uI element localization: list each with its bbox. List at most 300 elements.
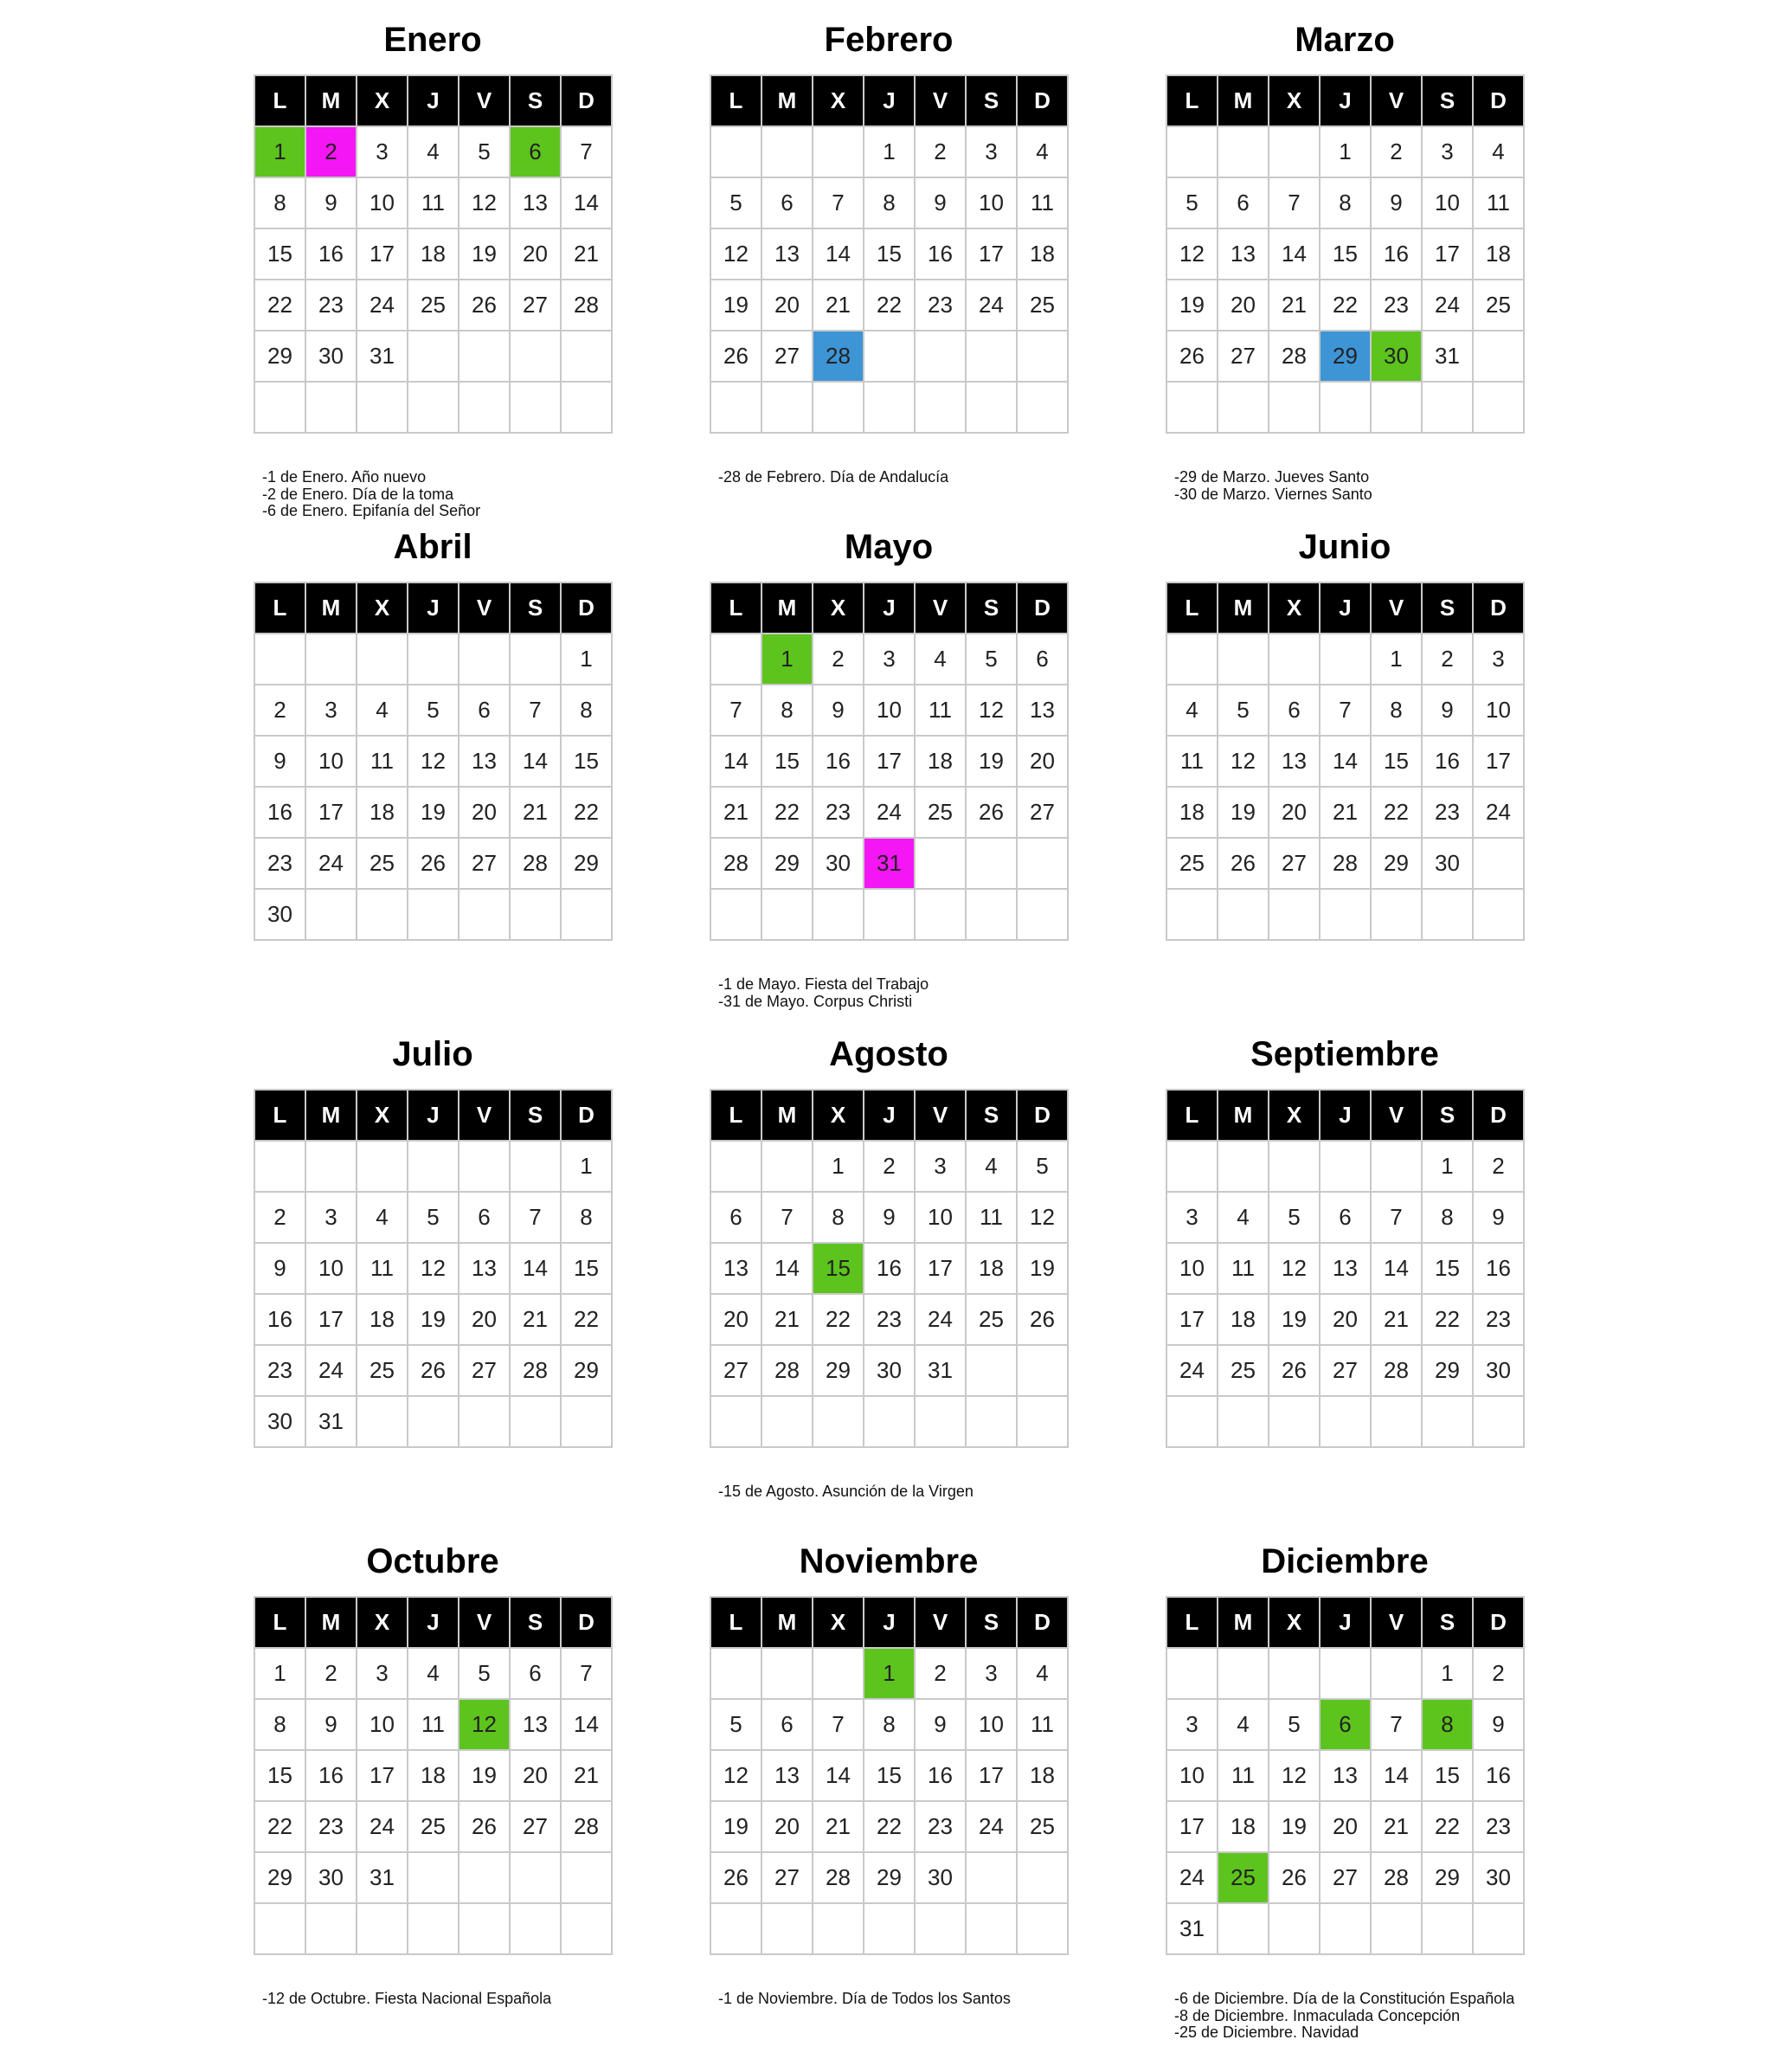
day-cell: 29: [864, 1853, 916, 1904]
day-cell: 19: [967, 737, 1018, 788]
day-cell: 4: [1018, 127, 1069, 178]
day-cell: 25: [408, 280, 459, 331]
month-grid: [254, 1596, 613, 1955]
day-cell: 29: [255, 331, 306, 383]
day-cell: 13: [459, 1244, 511, 1295]
holiday-day-cell: 1: [864, 1649, 916, 1700]
day-cell: 24: [357, 280, 408, 331]
empty-cell: [1018, 839, 1069, 890]
day-cell: 27: [762, 1853, 813, 1904]
month-grid: [710, 582, 1069, 941]
empty-cell: [1321, 1397, 1372, 1448]
weekday-label: M: [1218, 583, 1269, 634]
holiday-note: -28 de Febrero. Día de Andalucía: [718, 468, 949, 486]
weekday-label: D: [1018, 76, 1069, 127]
day-cell: 2: [255, 685, 306, 737]
holiday-day-cell: 6: [1321, 1700, 1372, 1751]
weekday-label: M: [762, 76, 813, 127]
day-cell: 3: [967, 1649, 1018, 1700]
weekday-label: X: [1269, 76, 1321, 127]
day-cell: 22: [864, 1802, 916, 1853]
weekday-label: D: [1474, 76, 1525, 127]
day-cell: 4: [1018, 1649, 1069, 1700]
day-cell: 29: [1423, 1853, 1474, 1904]
weekday-label: M: [1218, 1091, 1269, 1142]
day-cell: 24: [967, 1802, 1018, 1853]
empty-cell: [967, 1397, 1018, 1448]
day-cell: 1: [1372, 634, 1423, 685]
holiday-day-cell: 8: [1423, 1700, 1474, 1751]
day-cell: 9: [255, 737, 306, 788]
day-cell: 3: [916, 1142, 967, 1193]
empty-cell: [1269, 127, 1321, 178]
day-cell: 25: [357, 839, 408, 890]
day-cell: 5: [1167, 178, 1218, 229]
day-cell: 24: [306, 839, 357, 890]
week-row: [1167, 1904, 1525, 1955]
weekday-label: V: [1372, 1598, 1423, 1649]
weekday-label: J: [864, 1091, 916, 1142]
empty-cell: [306, 1904, 357, 1955]
week-row: [1167, 788, 1525, 839]
day-cell: 15: [1321, 229, 1372, 280]
weekday-label: J: [1321, 1598, 1372, 1649]
day-cell: 27: [1218, 331, 1269, 383]
weekday-header: [1167, 1091, 1525, 1142]
empty-cell: [357, 890, 408, 941]
day-cell: 11: [357, 1244, 408, 1295]
weekday-label: J: [408, 76, 459, 127]
day-cell: 18: [1018, 229, 1069, 280]
week-row: [711, 1853, 1069, 1904]
weekday-label: J: [1321, 583, 1372, 634]
day-cell: 21: [562, 229, 613, 280]
day-cell: 1: [864, 127, 916, 178]
empty-cell: [1423, 1397, 1474, 1448]
day-cell: 5: [1018, 1142, 1069, 1193]
empty-cell: [408, 1397, 459, 1448]
day-cell: 15: [864, 1751, 916, 1802]
weekday-label: V: [916, 1091, 967, 1142]
day-cell: 22: [255, 280, 306, 331]
empty-cell: [408, 634, 459, 685]
day-cell: 26: [408, 1346, 459, 1397]
empty-cell: [562, 1397, 613, 1448]
day-cell: 23: [255, 1346, 306, 1397]
day-cell: 27: [459, 1346, 511, 1397]
weekday-label: D: [1474, 583, 1525, 634]
weekday-label: J: [864, 1598, 916, 1649]
day-cell: 27: [1269, 839, 1321, 890]
day-cell: 13: [1321, 1244, 1372, 1295]
day-cell: 10: [357, 1700, 408, 1751]
day-cell: 19: [711, 280, 762, 331]
weekday-label: J: [864, 76, 916, 127]
day-cell: 19: [1269, 1295, 1321, 1346]
day-cell: 20: [762, 1802, 813, 1853]
day-cell: 24: [1167, 1853, 1218, 1904]
empty-cell: [1018, 331, 1069, 383]
day-cell: 3: [306, 685, 357, 737]
day-cell: 31: [1423, 331, 1474, 383]
week-row: [711, 1649, 1069, 1700]
week-row: [1167, 1244, 1525, 1295]
day-cell: 3: [1474, 634, 1525, 685]
empty-cell: [306, 383, 357, 434]
day-cell: 31: [1167, 1904, 1218, 1955]
holiday-notes: [718, 469, 1064, 486]
empty-cell: [864, 890, 916, 941]
day-cell: 18: [357, 1295, 408, 1346]
day-cell: 28: [511, 839, 562, 890]
empty-cell: [711, 1649, 762, 1700]
day-cell: 28: [711, 839, 762, 890]
empty-cell: [762, 1649, 813, 1700]
empty-cell: [306, 1142, 357, 1193]
day-cell: 14: [511, 1244, 562, 1295]
empty-cell: [1018, 383, 1069, 434]
empty-cell: [357, 1904, 408, 1955]
week-row: [711, 839, 1069, 890]
empty-cell: [511, 634, 562, 685]
day-cell: 13: [1321, 1751, 1372, 1802]
day-cell: 11: [1018, 1700, 1069, 1751]
empty-cell: [813, 383, 864, 434]
day-cell: 31: [357, 1853, 408, 1904]
day-cell: 25: [1167, 839, 1218, 890]
day-cell: 25: [1018, 280, 1069, 331]
week-row: [1167, 737, 1525, 788]
day-cell: 28: [813, 1853, 864, 1904]
week-row: [255, 1700, 613, 1751]
empty-cell: [357, 1397, 408, 1448]
day-cell: 27: [711, 1346, 762, 1397]
empty-cell: [255, 1904, 306, 1955]
day-cell: 30: [1474, 1346, 1525, 1397]
day-cell: 9: [1474, 1193, 1525, 1244]
holiday-day-cell: 1: [255, 127, 306, 178]
weekday-label: L: [1167, 1598, 1218, 1649]
day-cell: 30: [306, 331, 357, 383]
day-cell: 10: [1167, 1751, 1218, 1802]
day-cell: 29: [813, 1346, 864, 1397]
holiday-note: -1 de Noviembre. Día de Todos los Santos: [718, 1990, 1011, 2007]
empty-cell: [967, 890, 1018, 941]
day-cell: 15: [562, 1244, 613, 1295]
day-cell: 11: [916, 685, 967, 737]
day-cell: 20: [511, 229, 562, 280]
day-cell: 28: [1372, 1853, 1423, 1904]
weekday-label: S: [1423, 76, 1474, 127]
empty-cell: [1321, 1904, 1372, 1955]
day-cell: 21: [511, 1295, 562, 1346]
empty-cell: [511, 1904, 562, 1955]
weekday-header: [255, 1598, 613, 1649]
day-cell: 4: [1218, 1700, 1269, 1751]
day-cell: 22: [1372, 788, 1423, 839]
day-cell: 10: [967, 1700, 1018, 1751]
day-cell: 20: [1321, 1295, 1372, 1346]
day-cell: 31: [916, 1346, 967, 1397]
day-cell: 14: [562, 178, 613, 229]
week-row: [255, 280, 613, 331]
day-cell: 29: [562, 839, 613, 890]
weekday-label: D: [562, 76, 613, 127]
day-cell: 12: [711, 229, 762, 280]
empty-cell: [916, 383, 967, 434]
day-cell: 22: [1423, 1802, 1474, 1853]
day-cell: 3: [1167, 1193, 1218, 1244]
day-cell: 2: [864, 1142, 916, 1193]
day-cell: 27: [1321, 1853, 1372, 1904]
day-cell: 16: [1474, 1751, 1525, 1802]
day-cell: 8: [1423, 1193, 1474, 1244]
empty-cell: [1474, 1904, 1525, 1955]
weekday-label: X: [813, 76, 864, 127]
day-cell: 17: [357, 229, 408, 280]
month-grid: [254, 74, 613, 434]
day-cell: 19: [1269, 1802, 1321, 1853]
day-cell: 9: [1474, 1700, 1525, 1751]
empty-cell: [1372, 890, 1423, 941]
empty-cell: [459, 634, 511, 685]
weekday-label: D: [562, 583, 613, 634]
empty-cell: [1474, 839, 1525, 890]
day-cell: 10: [1474, 685, 1525, 737]
empty-cell: [1423, 1904, 1474, 1955]
day-cell: 26: [1269, 1853, 1321, 1904]
weekday-label: S: [511, 76, 562, 127]
week-row: [711, 788, 1069, 839]
day-cell: 19: [408, 1295, 459, 1346]
weekday-label: L: [255, 1598, 306, 1649]
day-cell: 31: [306, 1397, 357, 1448]
day-cell: 14: [762, 1244, 813, 1295]
weekday-label: M: [762, 1091, 813, 1142]
weekday-label: M: [306, 583, 357, 634]
day-cell: 12: [1018, 1193, 1069, 1244]
empty-cell: [967, 839, 1018, 890]
empty-cell: [511, 890, 562, 941]
empty-cell: [916, 1904, 967, 1955]
empty-cell: [1018, 1904, 1069, 1955]
week-row: [1167, 1142, 1525, 1193]
empty-cell: [511, 1397, 562, 1448]
weekday-label: L: [711, 583, 762, 634]
empty-cell: [255, 634, 306, 685]
week-row: [1167, 178, 1525, 229]
weekday-label: M: [762, 583, 813, 634]
day-cell: 1: [1423, 1142, 1474, 1193]
holiday-note: -31 de Mayo. Corpus Christi: [718, 992, 913, 1010]
weekday-label: L: [1167, 1091, 1218, 1142]
week-row: [255, 331, 613, 383]
day-cell: 17: [306, 1295, 357, 1346]
weekday-label: J: [1321, 1091, 1372, 1142]
empty-cell: [408, 1142, 459, 1193]
weekday-label: J: [408, 1598, 459, 1649]
day-cell: 18: [408, 1751, 459, 1802]
empty-cell: [459, 1142, 511, 1193]
empty-cell: [255, 1142, 306, 1193]
day-cell: 3: [864, 634, 916, 685]
day-cell: 12: [459, 178, 511, 229]
day-cell: 28: [1269, 331, 1321, 383]
month-title: Agosto: [829, 1035, 948, 1073]
weekday-label: D: [1018, 1598, 1069, 1649]
week-row: [711, 1295, 1069, 1346]
day-cell: 13: [511, 1700, 562, 1751]
day-cell: 10: [916, 1193, 967, 1244]
month-title: Septiembre: [1250, 1035, 1439, 1073]
weekday-label: M: [306, 1598, 357, 1649]
week-row: [711, 1397, 1069, 1448]
week-row: [1167, 1295, 1525, 1346]
empty-cell: [459, 1397, 511, 1448]
week-row: [255, 1904, 613, 1955]
week-row: [255, 229, 613, 280]
day-cell: 26: [1269, 1346, 1321, 1397]
empty-cell: [1474, 383, 1525, 434]
day-cell: 24: [306, 1346, 357, 1397]
day-cell: 8: [813, 1193, 864, 1244]
weekday-label: X: [813, 1091, 864, 1142]
day-cell: 6: [711, 1193, 762, 1244]
empty-cell: [1018, 890, 1069, 941]
week-row: [1167, 1193, 1525, 1244]
day-cell: 13: [1018, 685, 1069, 737]
day-cell: 24: [357, 1802, 408, 1853]
day-cell: 18: [1018, 1751, 1069, 1802]
day-cell: 28: [562, 1802, 613, 1853]
weekday-header: [711, 583, 1069, 634]
empty-cell: [711, 1142, 762, 1193]
day-cell: 21: [1372, 1295, 1423, 1346]
weekday-label: V: [459, 1598, 511, 1649]
day-cell: 23: [1372, 280, 1423, 331]
day-cell: 25: [967, 1295, 1018, 1346]
day-cell: 18: [967, 1244, 1018, 1295]
day-cell: 8: [864, 1700, 916, 1751]
weekday-label: S: [1423, 1091, 1474, 1142]
day-cell: 24: [967, 280, 1018, 331]
weekday-label: M: [306, 1091, 357, 1142]
weekday-label: S: [511, 583, 562, 634]
day-cell: 17: [1474, 737, 1525, 788]
day-cell: 18: [357, 788, 408, 839]
day-cell: 16: [813, 737, 864, 788]
day-cell: 4: [967, 1142, 1018, 1193]
day-cell: 13: [459, 737, 511, 788]
day-cell: 15: [864, 229, 916, 280]
empty-cell: [1167, 383, 1218, 434]
day-cell: 21: [562, 1751, 613, 1802]
day-cell: 30: [255, 1397, 306, 1448]
day-cell: 1: [255, 1649, 306, 1700]
day-cell: 23: [916, 1802, 967, 1853]
day-cell: 22: [255, 1802, 306, 1853]
week-row: [1167, 1649, 1525, 1700]
day-cell: 9: [255, 1244, 306, 1295]
day-cell: 6: [459, 685, 511, 737]
day-cell: 9: [1372, 178, 1423, 229]
day-cell: 11: [1018, 178, 1069, 229]
empty-cell: [306, 890, 357, 941]
week-row: [1167, 890, 1525, 941]
month-grid: [254, 1089, 613, 1448]
empty-cell: [1167, 1649, 1218, 1700]
weekday-label: X: [357, 1091, 408, 1142]
day-cell: 5: [459, 1649, 511, 1700]
day-cell: 10: [1167, 1244, 1218, 1295]
weekday-label: L: [255, 76, 306, 127]
day-cell: 4: [1167, 685, 1218, 737]
weekday-label: V: [459, 1091, 511, 1142]
day-cell: 5: [711, 178, 762, 229]
empty-cell: [1474, 890, 1525, 941]
day-cell: 21: [1321, 788, 1372, 839]
day-cell: 12: [1269, 1751, 1321, 1802]
day-cell: 2: [1474, 1142, 1525, 1193]
day-cell: 14: [1269, 229, 1321, 280]
month-title: Octubre: [366, 1542, 499, 1580]
empty-cell: [408, 331, 459, 383]
day-cell: 14: [1321, 737, 1372, 788]
holiday-day-cell: 6: [511, 127, 562, 178]
empty-cell: [1218, 383, 1269, 434]
weekday-label: D: [562, 1598, 613, 1649]
empty-cell: [1167, 127, 1218, 178]
holiday-note: -25 de Diciembre. Navidad: [1174, 2024, 1359, 2041]
empty-cell: [1269, 1904, 1321, 1955]
day-cell: 6: [1321, 1193, 1372, 1244]
day-cell: 3: [306, 1193, 357, 1244]
day-cell: 22: [864, 280, 916, 331]
day-cell: 21: [1269, 280, 1321, 331]
week-row: [1167, 127, 1525, 178]
week-row: [255, 1244, 613, 1295]
holiday-day-cell: 15: [813, 1244, 864, 1295]
day-cell: 13: [1269, 737, 1321, 788]
day-cell: 1: [1321, 127, 1372, 178]
weekday-label: S: [967, 76, 1018, 127]
empty-cell: [511, 1853, 562, 1904]
weekday-label: L: [1167, 583, 1218, 634]
weekday-label: J: [408, 1091, 459, 1142]
day-cell: 15: [762, 737, 813, 788]
day-cell: 16: [255, 788, 306, 839]
day-cell: 1: [562, 1142, 613, 1193]
weekday-label: S: [1423, 1598, 1474, 1649]
empty-cell: [762, 1142, 813, 1193]
day-cell: 6: [762, 1700, 813, 1751]
weekday-label: J: [1321, 76, 1372, 127]
week-row: [711, 685, 1069, 737]
day-cell: 19: [459, 1751, 511, 1802]
day-cell: 7: [813, 1700, 864, 1751]
day-cell: 20: [1321, 1802, 1372, 1853]
empty-cell: [1167, 1142, 1218, 1193]
week-row: [711, 178, 1069, 229]
week-row: [711, 1802, 1069, 1853]
day-cell: 26: [1018, 1295, 1069, 1346]
day-cell: 12: [408, 1244, 459, 1295]
month-grid: [710, 1596, 1069, 1955]
day-cell: 23: [306, 1802, 357, 1853]
weekday-label: V: [459, 583, 511, 634]
day-cell: 11: [408, 1700, 459, 1751]
day-cell: 20: [711, 1295, 762, 1346]
